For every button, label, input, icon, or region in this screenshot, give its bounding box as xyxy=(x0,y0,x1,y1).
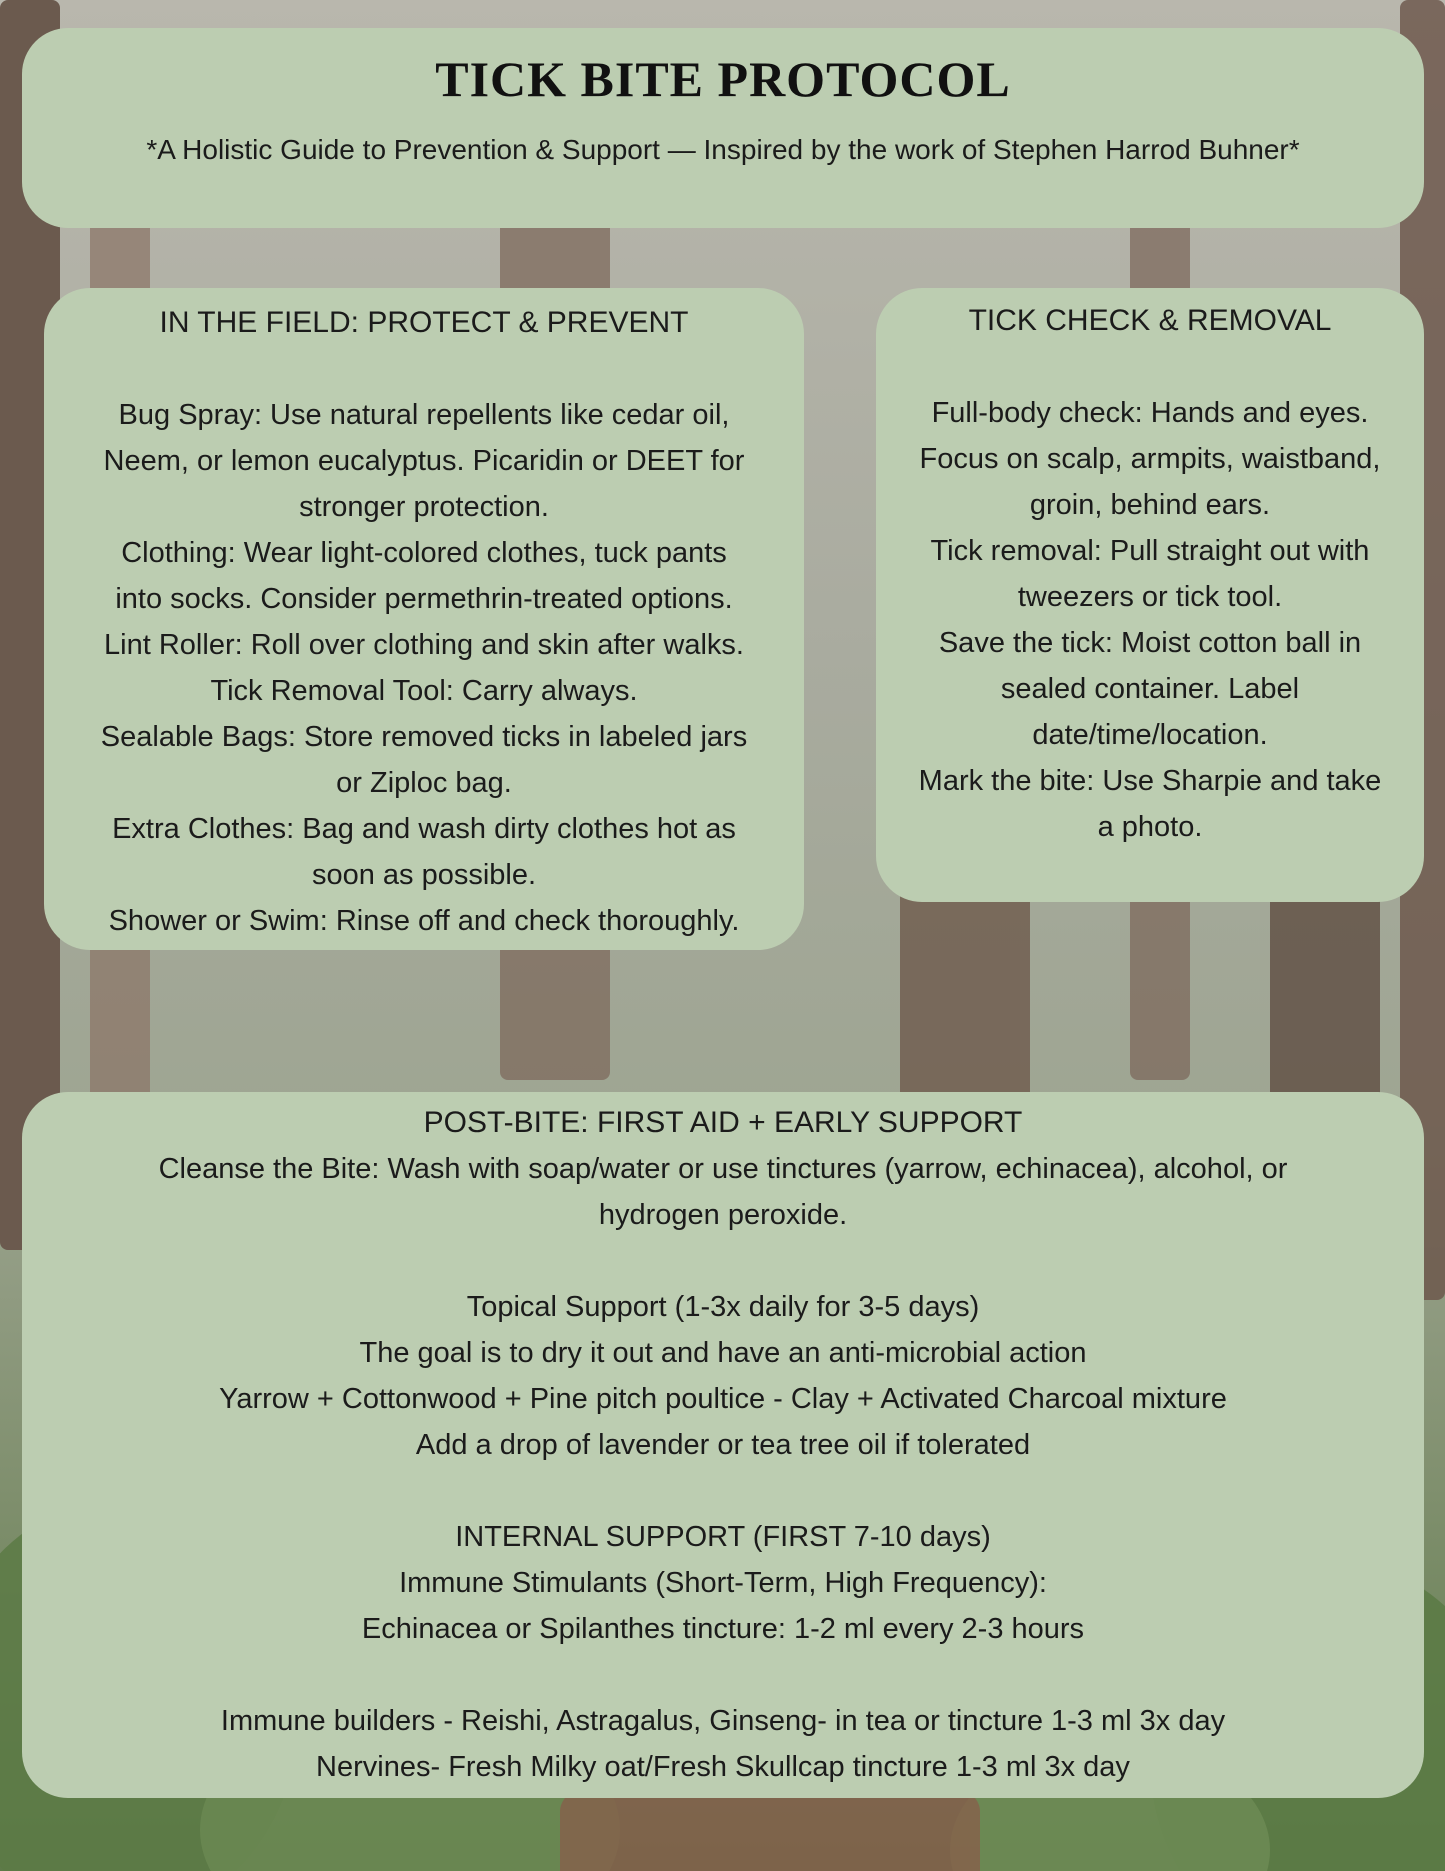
internal-line: Immune Stimulants (Short-Term, High Frequency): xyxy=(399,1567,1047,1599)
check-line: tweezers or tick tool. xyxy=(1017,581,1283,613)
field-line: Shower or Swim: Rinse off and check thoroughly. xyxy=(108,905,740,937)
tree-trunk xyxy=(1270,880,1380,1120)
field-line: stronger protection. xyxy=(299,491,549,523)
topical-line: Topical Support (1-3x daily for 3-5 days) xyxy=(466,1291,980,1323)
field-title: IN THE FIELD: PROTECT & PREVENT xyxy=(159,306,689,339)
field-panel xyxy=(44,288,804,950)
builders-line: Immune builders - Reishi, Astragalus, Ginseng- in tea or tincture 1-3 ml 3x day xyxy=(220,1705,1226,1737)
topical-line: Yarrow + Cottonwood + Pine pitch poultice - Clay + Activated Charcoal mixture xyxy=(219,1383,1227,1415)
field-line: Bug Spray: Use natural repellents like cedar oil, xyxy=(118,399,730,431)
field-line: Neem, or lemon eucalyptus. Picaridin or DEET for xyxy=(103,445,745,477)
page-title: TICK BITE PROTOCOL xyxy=(435,51,1011,107)
check-line: Mark the bite: Use Sharpie and take xyxy=(918,765,1382,797)
field-line: Tick Removal Tool: Carry always. xyxy=(210,675,638,707)
check-panel xyxy=(876,288,1424,902)
field-line: Extra Clothes: Bag and wash dirty clothes hot as xyxy=(112,813,736,845)
cleanse-line: hydrogen peroxide. xyxy=(598,1199,848,1231)
check-line: a photo. xyxy=(1097,811,1203,843)
field-line: Sealable Bags: Store removed ticks in labeled jars xyxy=(100,721,748,753)
topical-line: Add a drop of lavender or tea tree oil if tolerated xyxy=(415,1429,1031,1461)
check-line: Full-body check: Hands and eyes. xyxy=(931,397,1369,429)
post-bite-panel xyxy=(22,1092,1424,1798)
field-line: soon as possible. xyxy=(311,859,537,891)
field-line: Lint Roller: Roll over clothing and skin after walks. xyxy=(104,629,744,661)
post-title: POST-BITE: FIRST AID + EARLY SUPPORT xyxy=(423,1106,1023,1139)
internal-line: Echinacea or Spilanthes tincture: 1-2 ml every 2-3 hours xyxy=(361,1613,1085,1645)
tree-trunk xyxy=(900,880,1030,1100)
check-line: sealed container. Label xyxy=(1000,673,1300,705)
check-line: Tick removal: Pull straight out with xyxy=(930,535,1370,567)
cleanse-line: Cleanse the Bite: Wash with soap/water or use tinctures (yarrow, echinacea), alcohol, or xyxy=(158,1153,1288,1185)
internal-line: INTERNAL SUPPORT (FIRST 7-10 days) xyxy=(455,1521,991,1553)
header-panel xyxy=(22,28,1424,228)
check-title: TICK CHECK & REMOVAL xyxy=(968,304,1332,337)
field-line: Clothing: Wear light-colored clothes, tuck pants xyxy=(121,537,727,569)
field-line: or Ziploc bag. xyxy=(336,767,512,799)
page-subtitle: *A Holistic Guide to Prevention & Support — Inspired by the work of Stephen Harrod Buhner* xyxy=(146,134,1300,165)
builders-line: Nervines- Fresh Milky oat/Fresh Skullcap tincture 1-3 ml 3x day xyxy=(316,1751,1130,1783)
field-line: into socks. Consider permethrin-treated options. xyxy=(115,583,733,615)
topical-line: The goal is to dry it out and have an anti-microbial action xyxy=(359,1337,1087,1369)
check-line: Focus on scalp, armpits, waistband, xyxy=(919,443,1381,475)
check-line: groin, behind ears. xyxy=(1029,489,1271,521)
check-line: date/time/location. xyxy=(1032,719,1268,751)
check-line: Save the tick: Moist cotton ball in xyxy=(938,627,1362,659)
